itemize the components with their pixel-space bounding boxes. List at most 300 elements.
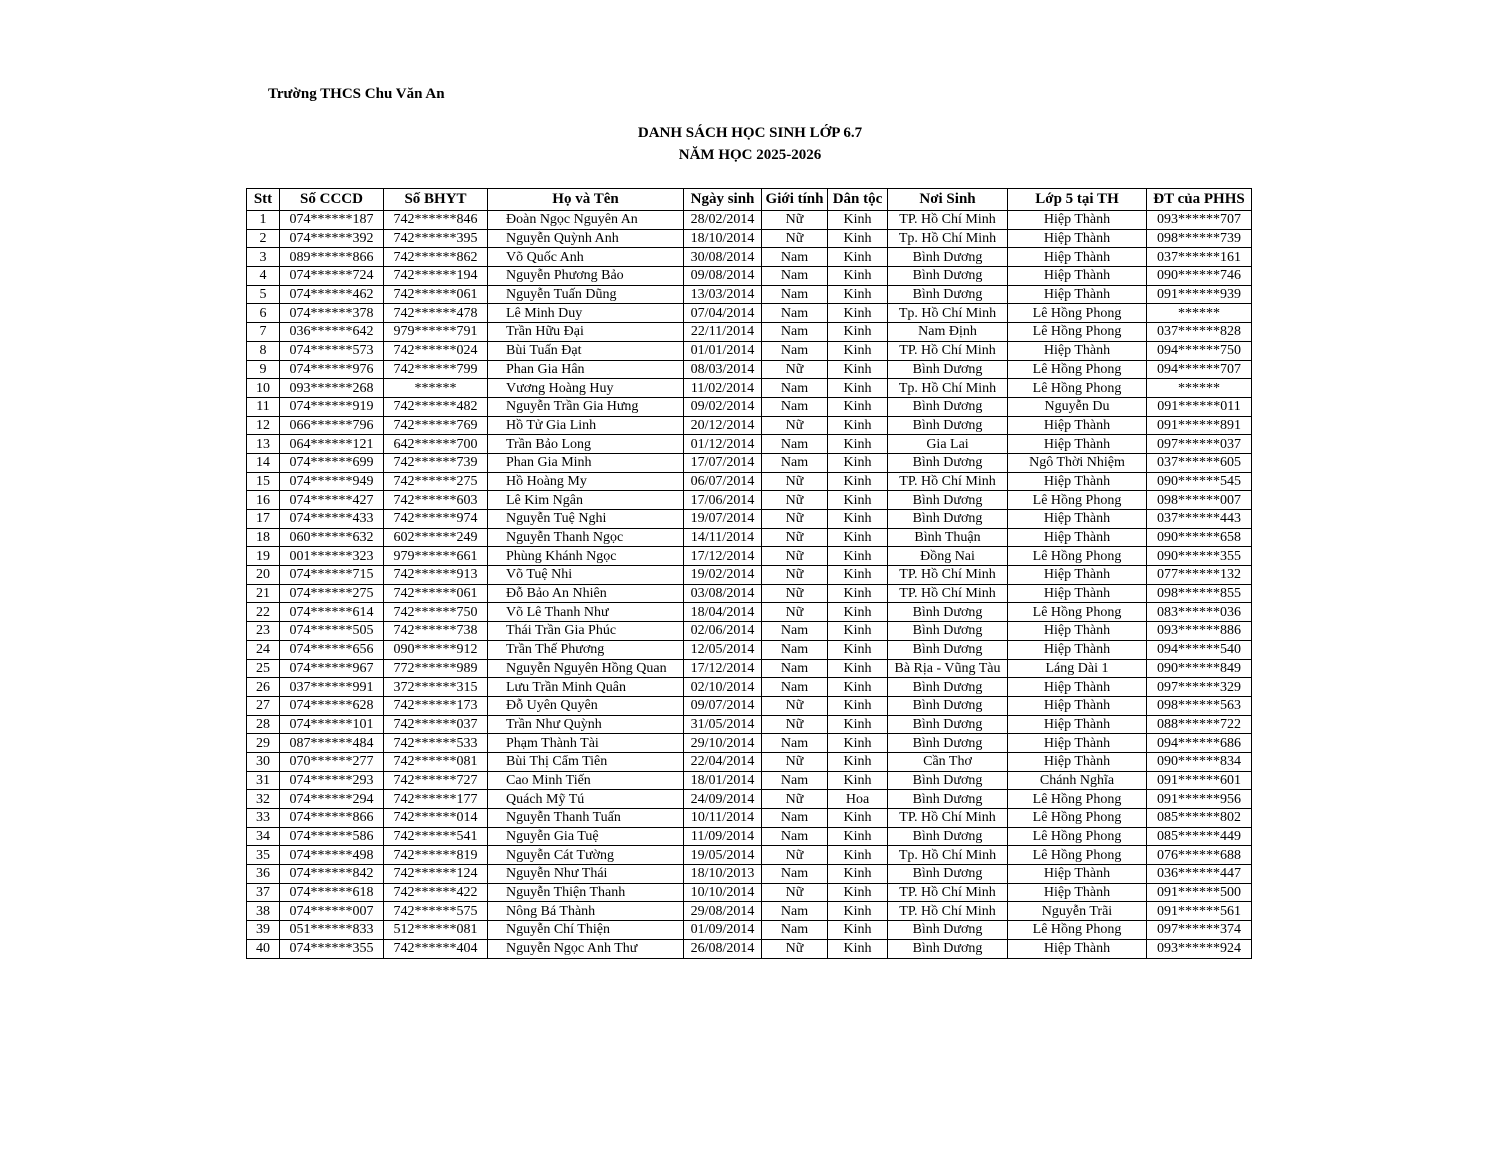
cell-gioi-tinh: Nam bbox=[762, 809, 828, 828]
column-header-dt-phhs: ĐT của PHHS bbox=[1147, 189, 1252, 211]
table-row bbox=[247, 491, 1252, 510]
cell-noi-sinh: Bình Dương bbox=[888, 416, 1008, 435]
cell-bhyt: 742******124 bbox=[384, 865, 488, 884]
cell-ngay-sinh: 01/09/2014 bbox=[684, 921, 762, 940]
cell-gioi-tinh: Nam bbox=[762, 902, 828, 921]
cell-dt-phhs: ****** bbox=[1147, 304, 1252, 323]
cell-noi-sinh: Cần Thơ bbox=[888, 752, 1008, 771]
cell-dan-toc: Kinh bbox=[828, 603, 888, 622]
table-row bbox=[247, 304, 1252, 323]
table-row bbox=[247, 921, 1252, 940]
table-row bbox=[247, 211, 1252, 230]
cell-cccd: 074******433 bbox=[280, 510, 384, 529]
cell-noi-sinh: Tp. Hồ Chí Minh bbox=[888, 379, 1008, 398]
cell-dan-toc: Kinh bbox=[828, 939, 888, 958]
column-header-ngay-sinh: Ngày sinh bbox=[684, 189, 762, 211]
cell-ho-ten: Nguyễn Thanh Ngọc bbox=[488, 528, 684, 547]
cell-noi-sinh: Bình Dương bbox=[888, 640, 1008, 659]
cell-dt-phhs: 097******329 bbox=[1147, 678, 1252, 697]
cell-cccd: 074******866 bbox=[280, 809, 384, 828]
cell-ngay-sinh: 17/12/2014 bbox=[684, 659, 762, 678]
cell-cccd: 074******007 bbox=[280, 902, 384, 921]
cell-noi-sinh: Bình Dương bbox=[888, 622, 1008, 641]
cell-ho-ten: Nguyễn Thanh Tuấn bbox=[488, 809, 684, 828]
table-row bbox=[247, 865, 1252, 884]
cell-gioi-tinh: Nam bbox=[762, 323, 828, 342]
cell-ho-ten: Lê Minh Duy bbox=[488, 304, 684, 323]
table-row bbox=[247, 622, 1252, 641]
cell-bhyt: 742******769 bbox=[384, 416, 488, 435]
cell-ho-ten: Đỗ Bảo An Nhiên bbox=[488, 584, 684, 603]
cell-lop-5: Hiệp Thành bbox=[1008, 566, 1147, 585]
cell-dt-phhs: 090******746 bbox=[1147, 267, 1252, 286]
cell-bhyt: 372******315 bbox=[384, 678, 488, 697]
cell-lop-5: Hiệp Thành bbox=[1008, 267, 1147, 286]
cell-gioi-tinh: Nữ bbox=[762, 211, 828, 230]
cell-ho-ten: Nguyễn Trần Gia Hưng bbox=[488, 397, 684, 416]
cell-noi-sinh: Bình Dương bbox=[888, 453, 1008, 472]
cell-noi-sinh: Tp. Hồ Chí Minh bbox=[888, 304, 1008, 323]
cell-dt-phhs: 083******036 bbox=[1147, 603, 1252, 622]
cell-cccd: 066******796 bbox=[280, 416, 384, 435]
cell-gioi-tinh: Nam bbox=[762, 397, 828, 416]
cell-gioi-tinh: Nữ bbox=[762, 229, 828, 248]
table-row bbox=[247, 603, 1252, 622]
table-row bbox=[247, 416, 1252, 435]
cell-dan-toc: Kinh bbox=[828, 902, 888, 921]
cell-noi-sinh: Bình Dương bbox=[888, 678, 1008, 697]
cell-ho-ten: Cao Minh Tiến bbox=[488, 771, 684, 790]
cell-gioi-tinh: Nam bbox=[762, 921, 828, 940]
table-row bbox=[247, 734, 1252, 753]
cell-ngay-sinh: 17/07/2014 bbox=[684, 453, 762, 472]
cell-ho-ten: Nguyễn Tuấn Dũng bbox=[488, 285, 684, 304]
cell-ngay-sinh: 14/11/2014 bbox=[684, 528, 762, 547]
table-row bbox=[247, 267, 1252, 286]
cell-stt: 36 bbox=[247, 865, 280, 884]
cell-lop-5: Hiệp Thành bbox=[1008, 696, 1147, 715]
cell-dan-toc: Kinh bbox=[828, 397, 888, 416]
cell-cccd: 087******484 bbox=[280, 734, 384, 753]
cell-cccd: 074******498 bbox=[280, 846, 384, 865]
cell-cccd: 074******293 bbox=[280, 771, 384, 790]
cell-gioi-tinh: Nữ bbox=[762, 846, 828, 865]
cell-stt: 1 bbox=[247, 211, 280, 230]
cell-dan-toc: Kinh bbox=[828, 752, 888, 771]
cell-stt: 28 bbox=[247, 715, 280, 734]
cell-dt-phhs: 090******658 bbox=[1147, 528, 1252, 547]
cell-lop-5: Lê Hồng Phong bbox=[1008, 827, 1147, 846]
table-row bbox=[247, 790, 1252, 809]
cell-dt-phhs: 091******011 bbox=[1147, 397, 1252, 416]
cell-ngay-sinh: 01/01/2014 bbox=[684, 341, 762, 360]
cell-gioi-tinh: Nữ bbox=[762, 603, 828, 622]
cell-dan-toc: Kinh bbox=[828, 211, 888, 230]
cell-lop-5: Láng Dài 1 bbox=[1008, 659, 1147, 678]
table-row bbox=[247, 229, 1252, 248]
cell-dan-toc: Kinh bbox=[828, 771, 888, 790]
cell-dan-toc: Kinh bbox=[828, 267, 888, 286]
cell-ngay-sinh: 28/02/2014 bbox=[684, 211, 762, 230]
cell-cccd: 074******573 bbox=[280, 341, 384, 360]
cell-bhyt: 742******482 bbox=[384, 397, 488, 416]
cell-dan-toc: Kinh bbox=[828, 435, 888, 454]
cell-gioi-tinh: Nữ bbox=[762, 360, 828, 379]
cell-cccd: 074******101 bbox=[280, 715, 384, 734]
cell-ho-ten: Nguyễn Quỳnh Anh bbox=[488, 229, 684, 248]
table-row bbox=[247, 827, 1252, 846]
cell-noi-sinh: TP. Hồ Chí Minh bbox=[888, 211, 1008, 230]
cell-noi-sinh: Bình Dương bbox=[888, 491, 1008, 510]
table-row bbox=[247, 696, 1252, 715]
cell-ho-ten: Lê Kim Ngân bbox=[488, 491, 684, 510]
table-row bbox=[247, 341, 1252, 360]
cell-gioi-tinh: Nam bbox=[762, 341, 828, 360]
cell-dt-phhs: 037******828 bbox=[1147, 323, 1252, 342]
cell-bhyt: 742******037 bbox=[384, 715, 488, 734]
cell-ho-ten: Thái Trần Gia Phúc bbox=[488, 622, 684, 641]
cell-noi-sinh: Bình Dương bbox=[888, 248, 1008, 267]
cell-dt-phhs: 098******563 bbox=[1147, 696, 1252, 715]
cell-noi-sinh: Bình Dương bbox=[888, 696, 1008, 715]
cell-ho-ten: Nguyễn Thiện Thanh bbox=[488, 883, 684, 902]
cell-ngay-sinh: 17/06/2014 bbox=[684, 491, 762, 510]
cell-bhyt: 742******862 bbox=[384, 248, 488, 267]
cell-gioi-tinh: Nam bbox=[762, 734, 828, 753]
cell-noi-sinh: Tp. Hồ Chí Minh bbox=[888, 846, 1008, 865]
cell-noi-sinh: Gia Lai bbox=[888, 435, 1008, 454]
cell-noi-sinh: Bình Dương bbox=[888, 771, 1008, 790]
cell-gioi-tinh: Nam bbox=[762, 865, 828, 884]
cell-ho-ten: Phạm Thành Tài bbox=[488, 734, 684, 753]
cell-ho-ten: Đoàn Ngọc Nguyên An bbox=[488, 211, 684, 230]
cell-cccd: 001******323 bbox=[280, 547, 384, 566]
cell-gioi-tinh: Nam bbox=[762, 379, 828, 398]
cell-gioi-tinh: Nữ bbox=[762, 883, 828, 902]
cell-dt-phhs: 091******500 bbox=[1147, 883, 1252, 902]
cell-dt-phhs: 091******891 bbox=[1147, 416, 1252, 435]
cell-stt: 17 bbox=[247, 510, 280, 529]
cell-stt: 39 bbox=[247, 921, 280, 940]
cell-dan-toc: Kinh bbox=[828, 696, 888, 715]
table-row bbox=[247, 510, 1252, 529]
cell-cccd: 074******586 bbox=[280, 827, 384, 846]
cell-bhyt: 742******404 bbox=[384, 939, 488, 958]
cell-dt-phhs: 037******161 bbox=[1147, 248, 1252, 267]
cell-stt: 34 bbox=[247, 827, 280, 846]
cell-stt: 7 bbox=[247, 323, 280, 342]
cell-noi-sinh: Bình Dương bbox=[888, 827, 1008, 846]
cell-ngay-sinh: 12/05/2014 bbox=[684, 640, 762, 659]
cell-stt: 20 bbox=[247, 566, 280, 585]
cell-gioi-tinh: Nữ bbox=[762, 528, 828, 547]
cell-dt-phhs: 077******132 bbox=[1147, 566, 1252, 585]
cell-noi-sinh: Bình Thuận bbox=[888, 528, 1008, 547]
table-row bbox=[247, 883, 1252, 902]
cell-gioi-tinh: Nam bbox=[762, 453, 828, 472]
cell-bhyt: 742******081 bbox=[384, 752, 488, 771]
cell-bhyt: 742******727 bbox=[384, 771, 488, 790]
cell-noi-sinh: Bình Dương bbox=[888, 790, 1008, 809]
cell-dt-phhs: 098******855 bbox=[1147, 584, 1252, 603]
student-table bbox=[246, 188, 1252, 959]
cell-cccd: 074******618 bbox=[280, 883, 384, 902]
cell-bhyt: 742******799 bbox=[384, 360, 488, 379]
cell-lop-5: Hiệp Thành bbox=[1008, 883, 1147, 902]
cell-gioi-tinh: Nam bbox=[762, 659, 828, 678]
cell-stt: 23 bbox=[247, 622, 280, 641]
cell-dt-phhs: 094******707 bbox=[1147, 360, 1252, 379]
cell-ho-ten: Nông Bá Thành bbox=[488, 902, 684, 921]
cell-dan-toc: Kinh bbox=[828, 323, 888, 342]
cell-lop-5: Lê Hồng Phong bbox=[1008, 921, 1147, 940]
column-header-bhyt: Số BHYT bbox=[384, 189, 488, 211]
cell-dan-toc: Kinh bbox=[828, 640, 888, 659]
cell-ho-ten: Nguyễn Chí Thiện bbox=[488, 921, 684, 940]
cell-dt-phhs: 091******601 bbox=[1147, 771, 1252, 790]
cell-lop-5: Lê Hồng Phong bbox=[1008, 846, 1147, 865]
cell-bhyt: 742******603 bbox=[384, 491, 488, 510]
cell-ngay-sinh: 18/01/2014 bbox=[684, 771, 762, 790]
cell-gioi-tinh: Nam bbox=[762, 435, 828, 454]
cell-ngay-sinh: 07/04/2014 bbox=[684, 304, 762, 323]
cell-ngay-sinh: 18/10/2013 bbox=[684, 865, 762, 884]
cell-stt: 6 bbox=[247, 304, 280, 323]
cell-ho-ten: Phùng Khánh Ngọc bbox=[488, 547, 684, 566]
cell-noi-sinh: Bình Dương bbox=[888, 360, 1008, 379]
cell-dan-toc: Kinh bbox=[828, 846, 888, 865]
cell-noi-sinh: Bình Dương bbox=[888, 397, 1008, 416]
cell-ngay-sinh: 13/03/2014 bbox=[684, 285, 762, 304]
cell-lop-5: Nguyễn Du bbox=[1008, 397, 1147, 416]
column-header-lop-5: Lớp 5 tại TH bbox=[1008, 189, 1147, 211]
cell-ho-ten: Bùi Thị Cẩm Tiên bbox=[488, 752, 684, 771]
cell-cccd: 074******967 bbox=[280, 659, 384, 678]
cell-lop-5: Hiệp Thành bbox=[1008, 416, 1147, 435]
cell-lop-5: Lê Hồng Phong bbox=[1008, 603, 1147, 622]
cell-gioi-tinh: Nam bbox=[762, 622, 828, 641]
cell-cccd: 074******392 bbox=[280, 229, 384, 248]
cell-dan-toc: Kinh bbox=[828, 715, 888, 734]
cell-dan-toc: Kinh bbox=[828, 584, 888, 603]
cell-noi-sinh: TP. Hồ Chí Minh bbox=[888, 566, 1008, 585]
cell-dan-toc: Kinh bbox=[828, 304, 888, 323]
cell-gioi-tinh: Nữ bbox=[762, 696, 828, 715]
cell-ho-ten: Võ Quốc Anh bbox=[488, 248, 684, 267]
cell-ngay-sinh: 24/09/2014 bbox=[684, 790, 762, 809]
cell-ho-ten: Nguyễn Gia Tuệ bbox=[488, 827, 684, 846]
column-header-ho-ten: Họ và Tên bbox=[488, 189, 684, 211]
cell-gioi-tinh: Nữ bbox=[762, 790, 828, 809]
cell-ngay-sinh: 29/08/2014 bbox=[684, 902, 762, 921]
cell-stt: 4 bbox=[247, 267, 280, 286]
cell-bhyt: 772******989 bbox=[384, 659, 488, 678]
table-row bbox=[247, 752, 1252, 771]
cell-gioi-tinh: Nữ bbox=[762, 547, 828, 566]
cell-cccd: 074******656 bbox=[280, 640, 384, 659]
cell-lop-5: Hiệp Thành bbox=[1008, 285, 1147, 304]
cell-cccd: 074******275 bbox=[280, 584, 384, 603]
cell-cccd: 074******842 bbox=[280, 865, 384, 884]
cell-lop-5: Lê Hồng Phong bbox=[1008, 809, 1147, 828]
cell-dan-toc: Kinh bbox=[828, 622, 888, 641]
table-row bbox=[247, 846, 1252, 865]
cell-stt: 14 bbox=[247, 453, 280, 472]
cell-dt-phhs: 085******449 bbox=[1147, 827, 1252, 846]
cell-cccd: 074******699 bbox=[280, 453, 384, 472]
cell-dt-phhs: 093******886 bbox=[1147, 622, 1252, 641]
cell-ngay-sinh: 03/08/2014 bbox=[684, 584, 762, 603]
table-row bbox=[247, 323, 1252, 342]
cell-dt-phhs: 036******447 bbox=[1147, 865, 1252, 884]
table-row bbox=[247, 659, 1252, 678]
cell-bhyt: 742******275 bbox=[384, 472, 488, 491]
cell-ho-ten: Trần Thế Phương bbox=[488, 640, 684, 659]
table-row bbox=[247, 472, 1252, 491]
cell-dan-toc: Kinh bbox=[828, 472, 888, 491]
cell-stt: 31 bbox=[247, 771, 280, 790]
cell-stt: 19 bbox=[247, 547, 280, 566]
cell-dan-toc: Kinh bbox=[828, 827, 888, 846]
cell-bhyt: 742******478 bbox=[384, 304, 488, 323]
cell-ho-ten: Nguyễn Như Thái bbox=[488, 865, 684, 884]
cell-dan-toc: Kinh bbox=[828, 883, 888, 902]
table-row bbox=[247, 566, 1252, 585]
cell-lop-5: Lê Hồng Phong bbox=[1008, 323, 1147, 342]
cell-bhyt: 742******846 bbox=[384, 211, 488, 230]
cell-dt-phhs: 093******707 bbox=[1147, 211, 1252, 230]
cell-gioi-tinh: Nữ bbox=[762, 491, 828, 510]
cell-bhyt: 742******024 bbox=[384, 341, 488, 360]
cell-dt-phhs: 097******037 bbox=[1147, 435, 1252, 454]
table-row bbox=[247, 248, 1252, 267]
cell-stt: 29 bbox=[247, 734, 280, 753]
cell-dt-phhs: 085******802 bbox=[1147, 809, 1252, 828]
cell-ngay-sinh: 20/12/2014 bbox=[684, 416, 762, 435]
cell-ho-ten: Nguyễn Cát Tường bbox=[488, 846, 684, 865]
cell-stt: 15 bbox=[247, 472, 280, 491]
cell-stt: 35 bbox=[247, 846, 280, 865]
cell-bhyt: 742******194 bbox=[384, 267, 488, 286]
cell-lop-5: Lê Hồng Phong bbox=[1008, 547, 1147, 566]
cell-bhyt: 742******819 bbox=[384, 846, 488, 865]
cell-dan-toc: Kinh bbox=[828, 248, 888, 267]
cell-ngay-sinh: 06/07/2014 bbox=[684, 472, 762, 491]
table-row bbox=[247, 809, 1252, 828]
cell-dt-phhs: 090******545 bbox=[1147, 472, 1252, 491]
cell-stt: 37 bbox=[247, 883, 280, 902]
table-row bbox=[247, 771, 1252, 790]
cell-cccd: 089******866 bbox=[280, 248, 384, 267]
cell-stt: 25 bbox=[247, 659, 280, 678]
cell-noi-sinh: Bình Dương bbox=[888, 285, 1008, 304]
cell-stt: 2 bbox=[247, 229, 280, 248]
cell-ngay-sinh: 09/08/2014 bbox=[684, 267, 762, 286]
cell-dan-toc: Kinh bbox=[828, 865, 888, 884]
cell-noi-sinh: Bà Rịa - Vũng Tàu bbox=[888, 659, 1008, 678]
cell-cccd: 074******378 bbox=[280, 304, 384, 323]
cell-dt-phhs: 090******355 bbox=[1147, 547, 1252, 566]
cell-dan-toc: Kinh bbox=[828, 678, 888, 697]
cell-stt: 13 bbox=[247, 435, 280, 454]
cell-bhyt: 742******395 bbox=[384, 229, 488, 248]
document-title: DANH SÁCH HỌC SINH LỚP 6.7 bbox=[637, 125, 863, 141]
cell-cccd: 074******614 bbox=[280, 603, 384, 622]
cell-cccd: 060******632 bbox=[280, 528, 384, 547]
cell-ho-ten: Võ Tuệ Nhi bbox=[488, 566, 684, 585]
cell-dan-toc: Hoa bbox=[828, 790, 888, 809]
cell-ngay-sinh: 10/11/2014 bbox=[684, 809, 762, 828]
cell-noi-sinh: Bình Dương bbox=[888, 734, 1008, 753]
table-row bbox=[247, 435, 1252, 454]
cell-dan-toc: Kinh bbox=[828, 229, 888, 248]
cell-dt-phhs: 094******686 bbox=[1147, 734, 1252, 753]
cell-stt: 26 bbox=[247, 678, 280, 697]
cell-noi-sinh: Nam Định bbox=[888, 323, 1008, 342]
cell-lop-5: Lê Hồng Phong bbox=[1008, 304, 1147, 323]
cell-dan-toc: Kinh bbox=[828, 921, 888, 940]
cell-ngay-sinh: 02/10/2014 bbox=[684, 678, 762, 697]
cell-dan-toc: Kinh bbox=[828, 379, 888, 398]
cell-noi-sinh: TP. Hồ Chí Minh bbox=[888, 809, 1008, 828]
cell-dan-toc: Kinh bbox=[828, 566, 888, 585]
cell-ho-ten: Trần Như Quỳnh bbox=[488, 715, 684, 734]
cell-lop-5: Lê Hồng Phong bbox=[1008, 790, 1147, 809]
cell-bhyt: 602******249 bbox=[384, 528, 488, 547]
cell-bhyt: 979******791 bbox=[384, 323, 488, 342]
table-body bbox=[247, 211, 1252, 959]
cell-ngay-sinh: 11/02/2014 bbox=[684, 379, 762, 398]
cell-noi-sinh: Tp. Hồ Chí Minh bbox=[888, 229, 1008, 248]
cell-lop-5: Hiệp Thành bbox=[1008, 584, 1147, 603]
cell-gioi-tinh: Nam bbox=[762, 771, 828, 790]
cell-dt-phhs: 037******443 bbox=[1147, 510, 1252, 529]
cell-lop-5: Hiệp Thành bbox=[1008, 752, 1147, 771]
cell-gioi-tinh: Nam bbox=[762, 640, 828, 659]
cell-ho-ten: Nguyễn Tuệ Nghi bbox=[488, 510, 684, 529]
column-header-cccd: Số CCCD bbox=[280, 189, 384, 211]
cell-lop-5: Hiệp Thành bbox=[1008, 678, 1147, 697]
cell-stt: 24 bbox=[247, 640, 280, 659]
table-header-row bbox=[247, 189, 1252, 211]
cell-cccd: 074******949 bbox=[280, 472, 384, 491]
cell-dt-phhs: 088******722 bbox=[1147, 715, 1252, 734]
cell-dan-toc: Kinh bbox=[828, 285, 888, 304]
cell-stt: 16 bbox=[247, 491, 280, 510]
table-row bbox=[247, 584, 1252, 603]
cell-gioi-tinh: Nam bbox=[762, 248, 828, 267]
cell-bhyt: 742******422 bbox=[384, 883, 488, 902]
cell-cccd: 074******505 bbox=[280, 622, 384, 641]
cell-lop-5: Ngô Thời Nhiệm bbox=[1008, 453, 1147, 472]
cell-ngay-sinh: 19/02/2014 bbox=[684, 566, 762, 585]
cell-lop-5: Chánh Nghĩa bbox=[1008, 771, 1147, 790]
cell-ngay-sinh: 22/11/2014 bbox=[684, 323, 762, 342]
cell-ho-ten: Lưu Trần Minh Quân bbox=[488, 678, 684, 697]
cell-lop-5: Hiệp Thành bbox=[1008, 622, 1147, 641]
cell-bhyt: 742******061 bbox=[384, 285, 488, 304]
cell-ho-ten: Đỗ Uyên Quyên bbox=[488, 696, 684, 715]
cell-gioi-tinh: Nữ bbox=[762, 584, 828, 603]
cell-ho-ten: Nguyễn Ngọc Anh Thư bbox=[488, 939, 684, 958]
cell-noi-sinh: Bình Dương bbox=[888, 603, 1008, 622]
cell-stt: 10 bbox=[247, 379, 280, 398]
cell-ho-ten: Trần Hữu Đại bbox=[488, 323, 684, 342]
cell-ho-ten: Trần Bảo Long bbox=[488, 435, 684, 454]
cell-cccd: 074******294 bbox=[280, 790, 384, 809]
cell-dan-toc: Kinh bbox=[828, 416, 888, 435]
cell-noi-sinh: Bình Dương bbox=[888, 715, 1008, 734]
